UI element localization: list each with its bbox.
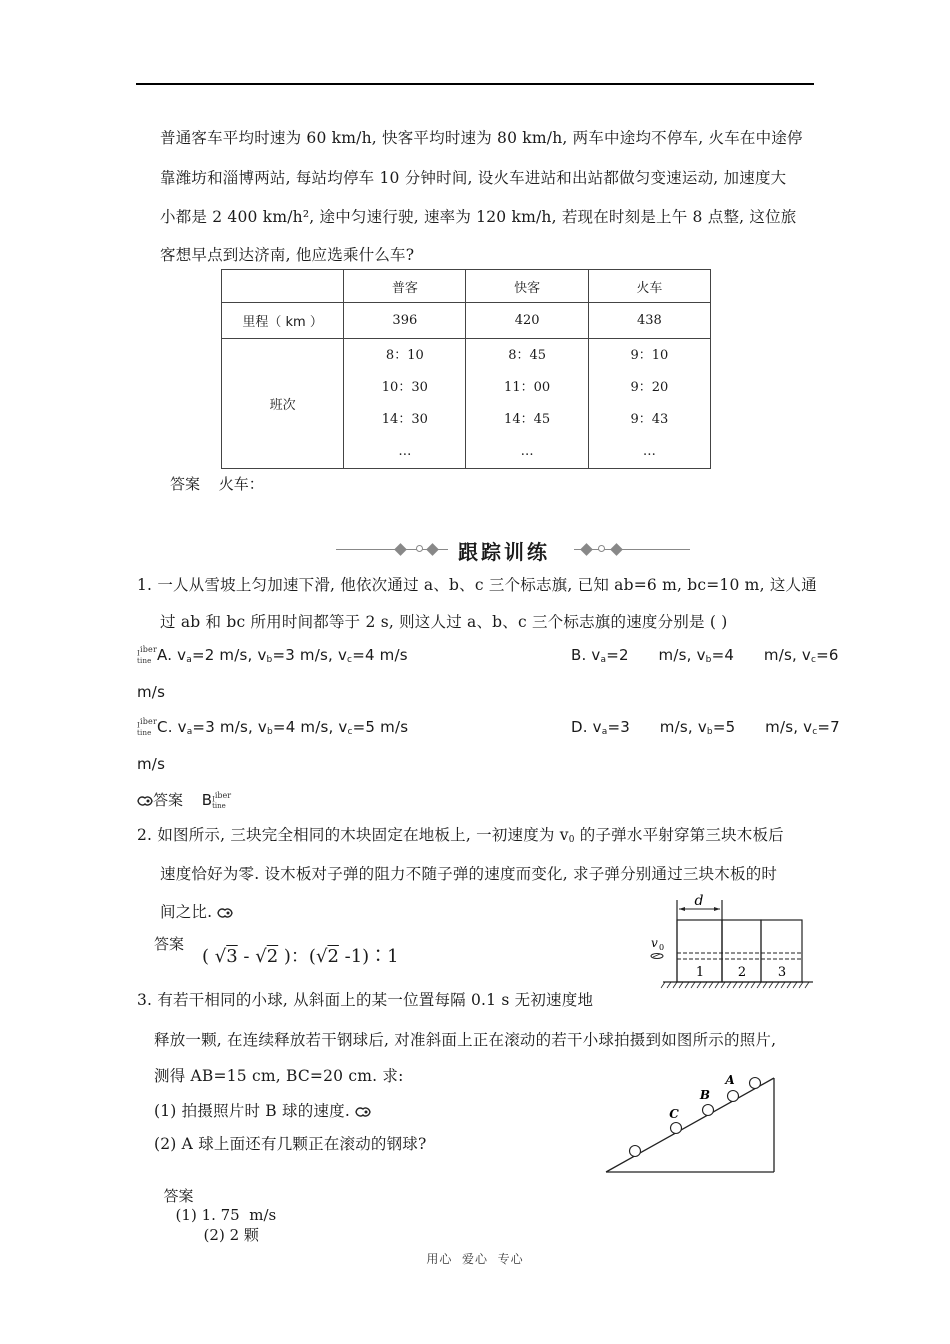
answer-intro	[170, 473, 264, 494]
table-header-cell: 快客	[466, 270, 588, 303]
divider-line-right	[630, 549, 690, 550]
q1-line-2: 过 ab 和 bc 所用时间都等于 2 s, 则这人过 a、b、c 三个标志旗的速度分别是 ( )	[160, 613, 728, 631]
intro-line-4: 客想早点到达济南, 他应选乘什么车?	[160, 246, 415, 264]
artifact-mark: $I^{iber}$ tine	[212, 790, 232, 811]
answer-label: 答案	[163, 1187, 194, 1205]
departure-time: …	[520, 443, 534, 459]
q1-line-1: 1. 一人从雪坡上匀加速下滑, 他依次通过 a、b、c 三个标志旗, 已知 ab=6 m, bc=10 m, 这人通	[137, 576, 817, 594]
svg-text:A: A	[725, 1073, 735, 1087]
table-row-departures	[222, 339, 711, 469]
table-header-row	[222, 270, 711, 303]
departure-time: 9：20	[630, 379, 669, 395]
answer-value: B	[201, 791, 213, 809]
q3-line-1: 3. 有若干相同的小球, 从斜面上的某一位置每隔 0.1 s 无初速度地	[137, 991, 594, 1009]
wood-blocks-diagram	[645, 890, 815, 990]
artifact-mark: $I^{iber}$ tine	[137, 645, 158, 665]
section-divider	[336, 536, 690, 562]
incline-balls-diagram	[600, 1070, 780, 1176]
table-header-cell: 火车	[588, 270, 710, 303]
table-header-cell: 普客	[344, 270, 466, 303]
departure-time: 14：45	[504, 411, 551, 427]
artifact-mark: $I^{iber}$ tine	[137, 717, 158, 737]
answer-label: 答案	[170, 475, 201, 493]
q3-line-3: 测得 AB=15 cm, BC=20 cm. 求:	[154, 1067, 404, 1085]
q1-answer	[137, 789, 231, 810]
svg-text:3: 3	[777, 965, 787, 980]
departure-time: …	[642, 443, 656, 459]
intro-line-2: 靠潍坊和淄博两站, 每站均停车 10 分钟时间, 设火车进站和出站都做匀变速运动, 加速度大	[160, 169, 787, 187]
answer-part-2: (2) 2 颗	[203, 1226, 259, 1244]
departure-time: 9：43	[630, 411, 669, 427]
table-cell	[344, 339, 466, 469]
q2-line-2: 速度恰好为零. 设木板对子弹的阻力不随子弹的速度而变化, 求子弹分别通过三块木板的时	[160, 865, 778, 883]
divider-ornament-right-icon	[574, 542, 630, 556]
svg-text:1: 1	[695, 965, 705, 980]
q3-line-2: 释放一颗, 在连续释放若干钢球后, 对准斜面上正在滚动的若干小球拍摄到如图所示的照片,	[154, 1031, 777, 1049]
q1-option-c: $I^{iber}$ tine C. $v_a=3$ m/s, $v_b=4$ m/s, $v_c=5$ m/s	[137, 717, 409, 737]
q3-sub-2: (2) A 球上面还有几颗正在滚动的钢球?	[154, 1135, 427, 1153]
mouse-logo-icon	[137, 795, 153, 807]
q1-option-a: $I^{iber}$ tine A. $v_a=2$ m/s, $v_b=3$ m/s, $v_c=4$ m/s	[137, 645, 408, 665]
section-title: 跟踪训练	[458, 540, 550, 564]
departure-time: 9：10	[630, 347, 669, 363]
svg-text:C: C	[669, 1107, 679, 1121]
header-rule	[136, 83, 814, 85]
departure-time: 8：45	[508, 347, 547, 363]
table-cell: 396	[344, 303, 466, 339]
mouse-logo-icon	[355, 1106, 371, 1118]
intro-line-3: 小都是 2 400 km/h², 途中匀速行驶, 速率为 120 km/h, 若现在时刻是上午 8 点整, 这位旅	[160, 208, 797, 226]
q3-answer	[154, 1167, 276, 1245]
svg-text:d: d	[694, 893, 704, 909]
schedule-table	[221, 269, 711, 469]
table-cell	[466, 339, 588, 469]
departure-time: 11：00	[504, 379, 551, 395]
table-header-cell	[222, 270, 344, 303]
table-cell: 420	[466, 303, 588, 339]
q2-answer-formula: ( √3 - √2 )：(√2 -1)∶1	[202, 946, 399, 967]
departure-time: …	[398, 443, 412, 459]
svg-text:0: 0	[659, 943, 665, 952]
answer-label: 答案	[153, 791, 184, 809]
table-cell	[588, 339, 710, 469]
q2-line-3: 间之比.	[160, 900, 233, 922]
svg-text:v: v	[651, 936, 658, 950]
svg-text:B: B	[699, 1088, 711, 1102]
q2-answer	[154, 933, 184, 954]
divider-line-left	[336, 549, 392, 550]
q1-option-d-wrap: m/s	[137, 755, 166, 773]
answer-value: 火车：	[218, 475, 264, 493]
intro-line-1: 普通客车平均时速为 60 km/h, 快客平均时速为 80 km/h, 两车中途均不停车, 火车在中途停	[160, 129, 803, 147]
footer-text: 用心 爱心 专心	[426, 1252, 524, 1266]
table-row-distance	[222, 303, 711, 339]
mouse-logo-icon	[217, 907, 233, 919]
answer-part-1: (1) 1. 75 m/s	[175, 1206, 277, 1224]
divider-ornament-left-icon	[392, 542, 448, 556]
svg-text:2: 2	[737, 965, 747, 980]
answer-label: 答案	[154, 935, 185, 953]
departure-time: 14：30	[381, 411, 428, 427]
departure-time: 10：30	[381, 379, 428, 395]
q1-option-b-wrap: m/s	[137, 683, 166, 701]
departure-time: 8：10	[385, 347, 424, 363]
row-label-departures: 班次	[222, 339, 344, 469]
q3-sub-1: (1) 拍摄照片时 B 球的速度.	[154, 1099, 371, 1121]
table-cell: 438	[588, 303, 710, 339]
row-label-distance: 里程（ km ）	[222, 303, 344, 339]
q1-option-d: D. $v_a=3$ m/s, $v_b=5$ m/s, $v_c=7$	[571, 718, 840, 737]
q1-option-b: B. $v_a=2$ m/s, $v_b=4$ m/s, $v_c=6$	[571, 646, 839, 665]
q2-line-1: 2. 如图所示, 三块完全相同的木块固定在地板上, 一初速度为 $v_0$ 的子弹水平射穿第三块木板后	[137, 826, 784, 845]
